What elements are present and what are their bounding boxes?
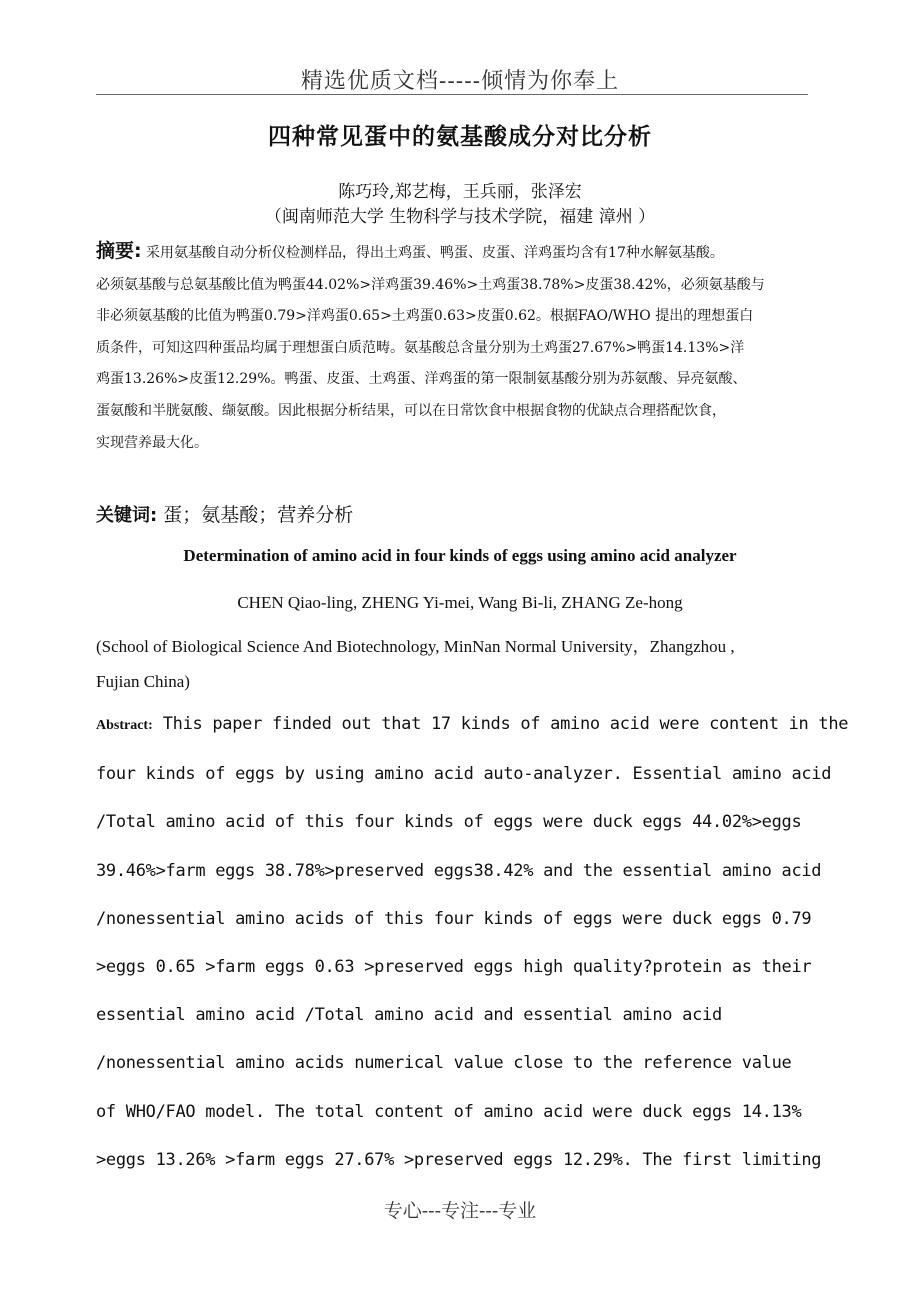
affiliation-en-line: Fujian China) bbox=[96, 672, 190, 691]
abstract-cn-line: 实现营养最大化。 bbox=[96, 434, 208, 451]
abstract-en-line: of WHO/FAO model. The total content of amino acid were duck eggs 14.13% bbox=[96, 1101, 802, 1122]
page-footer: 专心---专注---专业 bbox=[383, 1200, 537, 1222]
abstract-cn-line: 质条件，可知这四种蛋品均属于理想蛋白质范畴。氨基酸总含量分别为土鸡蛋27.67%>鸭蛋14.13%>洋 bbox=[96, 339, 745, 356]
paper-title-en: Determination of amino acid in four kinds of eggs using amino acid analyzer bbox=[183, 546, 737, 565]
abstract-cn-line: 蛋氨酸和半胱氨酸、缬氨酸。因此根据分析结果，可以在日常饮食中根据食物的优缺点合理搭配饮食， bbox=[96, 402, 726, 419]
affiliation-en-line: (School of Biological Science And Biotechnology, MinNan Normal University，Zhangzhou , bbox=[96, 637, 735, 656]
abstract-en-line: essential amino acid /Total amino acid and essential amino acid bbox=[96, 1005, 722, 1026]
abstract-cn-line: 非必须氨基酸的比值为鸭蛋0.79>洋鸡蛋0.65>土鸡蛋0.63>皮蛋0.62。根据FAO/WHO 提出的理想蛋白 bbox=[96, 308, 754, 325]
abstract-cn-label: 摘要: bbox=[96, 240, 142, 262]
abstract-en-line: /nonessential amino acids numerical value close to the reference value bbox=[96, 1053, 792, 1074]
abstract-en-line: 39.46%>farm eggs 38.78%>preserved eggs38.42% and the essential amino acid bbox=[96, 860, 822, 881]
abstract-en-line: >eggs 13.26% >farm eggs 27.67% >preserved eggs 12.29%. The first limiting bbox=[96, 1149, 822, 1170]
keywords-cn-label: 关键词: bbox=[96, 505, 158, 526]
abstract-en-label: Abstract: bbox=[96, 718, 153, 733]
abstract-en-line: /Total amino acid of this four kinds of eggs were duck eggs 44.02%>eggs bbox=[96, 812, 802, 833]
abstract-en-line: four kinds of eggs by using amino acid auto-analyzer. Essential amino acid bbox=[96, 764, 832, 785]
abstract-cn-line: 必须氨基酸与总氨基酸比值为鸭蛋44.02%>洋鸡蛋39.46%>土鸡蛋38.78%>皮蛋38.42%，必须氨基酸与 bbox=[96, 276, 765, 293]
page-header: 精选优质文档-----倾情为你奉上 bbox=[300, 69, 620, 94]
keywords-cn-text: 蛋；氨基酸；营养分析 bbox=[157, 504, 354, 526]
affiliation-cn: （闽南师范大学 生物科学与技术学院，福建 漳州 ） bbox=[264, 207, 656, 227]
abstract-en-line: >eggs 0.65 >farm eggs 0.63 >preserved eggs high quality?protein as their bbox=[96, 957, 812, 978]
authors-en: CHEN Qiao-ling, ZHENG Yi-mei, Wang Bi-li, ZHANG Ze-hong bbox=[237, 593, 683, 612]
abstract-en-line: /nonessential amino acids of this four kinds of eggs were duck eggs 0.79 bbox=[96, 908, 812, 929]
keywords-cn bbox=[96, 500, 808, 527]
affiliation-en bbox=[96, 629, 808, 699]
abstract-cn-line: 鸡蛋13.26%>皮蛋12.29%。鸭蛋、皮蛋、土鸡蛋、洋鸡蛋的第一限制氨基酸分别为苏氨酸、异亮氨酸、 bbox=[96, 371, 747, 388]
authors-cn: 陈巧玲,郑艺梅，王兵丽，张泽宏 bbox=[338, 182, 582, 202]
header-divider bbox=[96, 94, 808, 95]
abstract-en-line: Abstract: This paper finded out that 17 kinds of amino acid were content in the bbox=[96, 714, 849, 734]
abstract-en bbox=[96, 700, 849, 1184]
abstract-cn bbox=[96, 236, 808, 459]
abstract-cn-line: 摘要: 采用氨基酸自动分析仪检测样品，得出土鸡蛋、鸭蛋、皮蛋、洋鸡蛋均含有17种水解氨基酸。 bbox=[96, 240, 724, 262]
paper-title-cn: 四种常见蛋中的氨基酸成分对比分析 bbox=[268, 123, 652, 150]
